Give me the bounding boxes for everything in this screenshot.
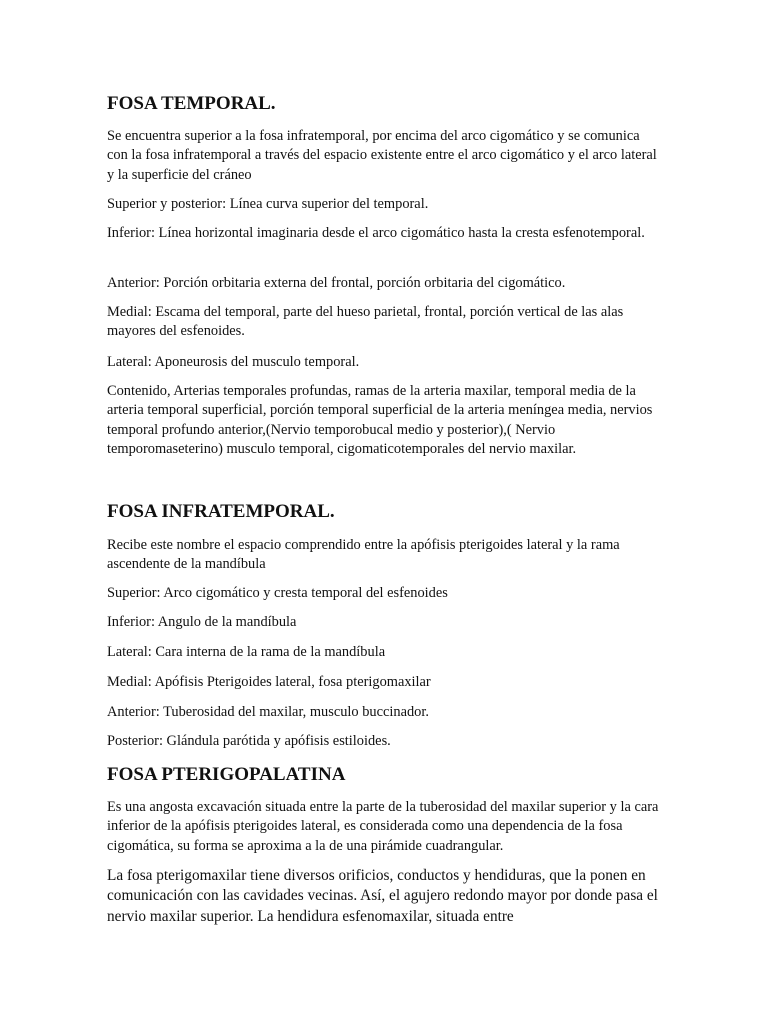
paragraph: Superior: Arco cigomático y cresta temporal del esfenoides [107,585,448,601]
paragraph: Lateral: Aponeurosis del musculo temporal. [107,354,360,370]
paragraph: Anterior: Tuberosidad del maxilar, musculo buccinador. [107,704,429,720]
paragraph: Inferior: Angulo de la mandíbula [107,614,297,630]
paragraph: Recibe este nombre el espacio comprendido entre la apófisis pterigoides lateral y la rama ascendente de la mandíbula [107,537,620,573]
paragraph: Anterior: Porción orbitaria externa del frontal, porción orbitaria del cigomático. [107,275,566,291]
section-title-fosa-temporal: FOSA TEMPORAL. [107,93,276,114]
paragraph: Inferior: Línea horizontal imaginaria desde el arco cigomático hasta la cresta esfenotemporal. [107,225,645,241]
section-title-fosa-infratemporal: FOSA INFRATEMPORAL. [107,501,335,522]
paragraph: Superior y posterior: Línea curva superior del temporal. [107,196,429,212]
paragraph: Medial: Apófisis Pterigoides lateral, fosa pterigomaxilar [107,674,431,690]
paragraph: Es una angosta excavación situada entre la parte de la tuberosidad del maxilar superior y la cara inferior de la apófisis pterigoides lateral, es considerada como una dependencia de la fosa cigomática, su forma se aproxima a la de una pirámide cuadrangular. [107,799,659,854]
paragraph: Posterior: Glándula parótida y apófisis estiloides. [107,733,391,749]
paragraph: Lateral: Cara interna de la rama de la mandíbula [107,644,386,660]
paragraph: Se encuentra superior a la fosa infratemporal, por encima del arco cigomático y se comunica con la fosa infratemporal a través del espacio existente entre el arco cigomático y el arco lateral y la superficie del cráneo [107,128,657,183]
paragraph: Medial: Escama del temporal, parte del hueso parietal, frontal, porción vertical de las alas mayores del esfenoides. [107,304,624,340]
paragraph: La fosa pterigomaxilar tiene diversos orificios, conductos y hendiduras, que la ponen en comunicación con las cavidades vecinas. Así, el agujero redondo mayor por donde pasa el nervio maxilar superior. La hendidura esfenomaxilar, situada entre [107,867,658,925]
paragraph: Contenido, Arterias temporales profundas, ramas de la arteria maxilar, temporal media de la arteria temporal superficial, porción temporal superficial de la arteria meníngea media, nervios temporal profundo anterior,(Nervio temporobucal medio y posterior),( Nervio temporomaseterino) musculo temporal, cigomaticotemporales del nervio maxilar. [107,383,653,458]
section-title-fosa-pterigopalatina: FOSA PTERIGOPALATINA [107,764,346,785]
